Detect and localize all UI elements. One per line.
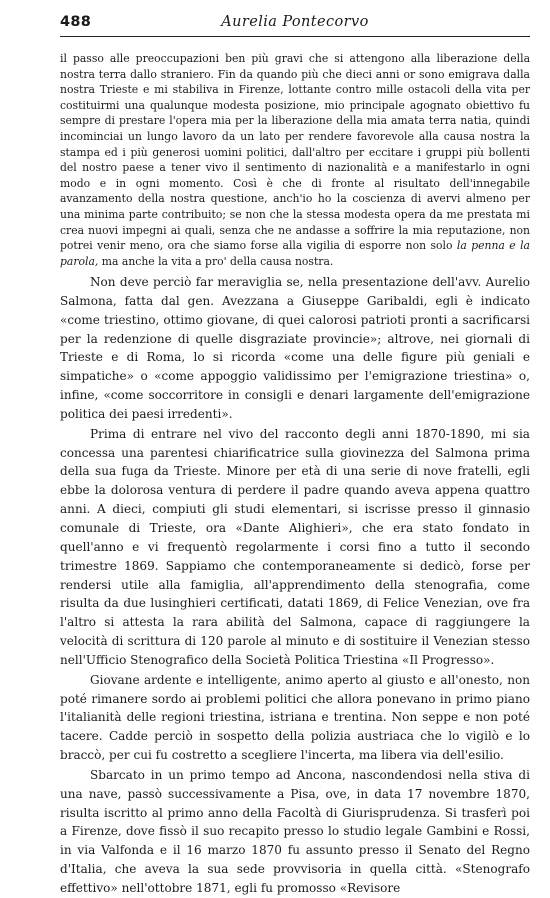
body-paragraph-3: Giovane ardente e intelligente, animo aperto al giusto e all'onesto, non poté rimanere sordo ai problemi politici che allora ponevano in primo piano l'italianità delle regioni triestina, istriana e trentina. Non seppe e non poté tacere. Cadde perciò in sospetto della polizia austriaca che lo vigilò e lo braccò, per cui fu costretto a scegliere l'incerta, ma libera via dell'esilio. [60, 672, 530, 763]
quote-text: il passo alle preoccupazioni ben più gravi che si attengono alla liberazione della nostra terra dallo straniero. Fin da quando più che dieci anni or sono emigrava dalla nostra Trieste e mi stabiliva in Firenze, lottante contro mille ostacoli della vita per costituirmi una qualunque modesta posizione, mio principale agognato obiettivo fu sempre di prestare l'opera mia per la liberazione della mia amata terra natia, quindi incominciai un lungo lavoro da un lato per rendere favorevole alla causa nostra la stampa ed i più generosi uomini politici, dall'altro per eccitare i gruppi più bollenti del nostro paese a tener vivo il sentimento di nazionalità e a manifestarlo in ogni modo e in ogni momento. Così è che di fronte al risultato dell'innegabile avanzamento della nostra questione, anch'io ho la coscienza di avervi almeno per una minima parte contribuito; se non che la stessa modesta opera da me prestata mi crea nuovi impegni ai quali, senza che ne andasse a soffrire la mia reputazione, non potrei venir meno, ora che siamo forse alla vigilia di esporre non solo [60, 52, 530, 253]
page-header [60, 12, 530, 37]
quote-text-end: ma anche la vita a pro' della causa nostra. [101, 254, 334, 268]
quoted-letter [60, 51, 530, 269]
body-paragraph-2: Prima di entrare nel vivo del racconto degli anni 1870-1890, mi sia concessa una parentesi chiarificatrice sulla giovinezza del Salmona prima della sua fuga da Trieste. Minore per età di una serie di nove fratelli, egli ebbe la dolorosa ventura di perdere il padre quando aveva appena quattro anni. A dieci, compiuti gli studi elementari, si iscrisse presso il ginnasio comunale di Trieste, ora «Dante Alighieri», che era stato fondato in quell'anno e vi frequentò regolarmente i corsi fino a tutto il secondo trimestre 1869. Sappiamo che contemporaneamente si dedicò, forse per rendersi utile alla famiglia, all'apprendimento della stenografia, come risulta da due lusinghieri certificati, datati 1869, di Felice Venezian, ove fra l'altro si attesta la rara abilità del Salmona, capace di raggiungere la velocità di scrittura di 120 parole al minuto e di sostituire il Venezian stesso nell'Ufficio Stenografico della Società Politica Triestina «Il Progresso». [60, 426, 530, 667]
running-head: Aurelia Pontecorvo [221, 14, 369, 30]
quote-paragraph [60, 51, 530, 269]
body-paragraph-4: Sbarcato in un primo tempo ad Ancona, nascondendosi nella stiva di una nave, passò successivamente a Pisa, ove, in data 17 novembre 1870, risulta iscritto al primo anno della Facoltà di Giurisprudenza. Si trasferì poi a Firenze, dove fissò il suo recapito presso lo studio legale Gambini e Rossi, in via Valfonda e il 16 marzo 1870 fu assunto presso il Senato del Regno d'Italia, che aveva la sua sede provvisoria in quella città. «Stenografo effettivo» nell'ottobre 1871, egli fu promosso «Revisore [60, 767, 530, 895]
page-number: 488 [60, 14, 92, 30]
body-paragraph-1: Non deve perciò far meraviglia se, nella presentazione dell'avv. Aurelio Salmona, fatta dal gen. Avezzana a Giuseppe Garibaldi, egli è indicato «come triestino, ottimo giovane, di quei calorosi patrioti pronti a sacrificarsi per la redenzione di quelle disgraziate provincie»; altrove, nei giornali di Trieste e di Roma, lo si ricorda «come una delle figure più geniali e simpatiche» o «come appoggio validissimo per l'emigrazione triestina» o, infine, «come soccorritore in consigli e denari largamente dell'emigrazione politica dei paesi irredenti». [60, 275, 530, 421]
quote-italic-text: la penna e la parola, [60, 239, 530, 268]
body-text [60, 273, 530, 898]
